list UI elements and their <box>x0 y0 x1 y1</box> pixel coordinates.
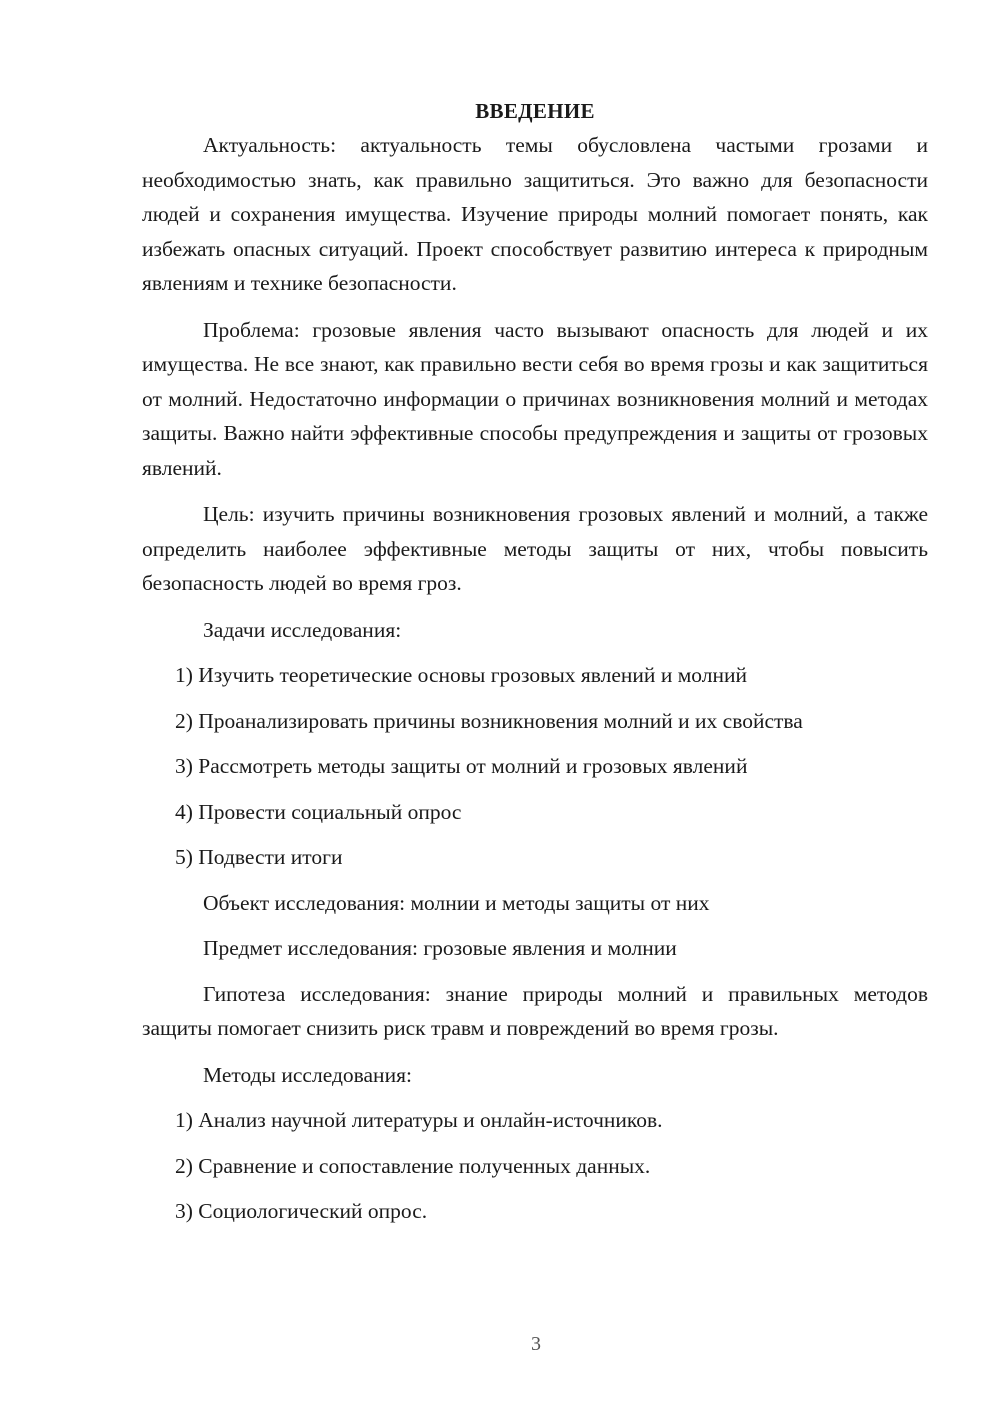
page-title: ВВЕДЕНИЕ <box>475 99 595 123</box>
task-item: 4) Провести социальный опрос <box>175 799 462 824</box>
method-item: 1) Анализ научной литературы и онлайн-источников. <box>175 1108 663 1132</box>
document-page <box>142 94 928 1240</box>
subject-line: Предмет исследования: грозовые явления и молнии <box>203 936 677 960</box>
methods-heading: Методы исследования: <box>203 1062 412 1087</box>
task-item: 5) Подвести итоги <box>175 845 343 869</box>
page-number: 3 <box>531 1333 541 1355</box>
task-item: 3) Рассмотреть методы защиты от молний и грозовых явлений <box>175 754 748 778</box>
problem-paragraph: Проблема: грозовые явления часто вызывают опасность для людей и их имущества. Не все знают, как правильно вести себя во время грозы и как защититься от молний. Недостаточно информации о причинах возникновения молний и методах защиты. Важно найти эффективные способы предупреждения и защиты от грозовых явлений. <box>142 317 928 480</box>
object-line: Объект исследования: молнии и методы защиты от них <box>203 890 710 915</box>
task-item: 1) Изучить теоретические основы грозовых явлений и молний <box>175 663 748 687</box>
task-item: 2) Проанализировать причины возникновения молний и их свойства <box>175 708 803 733</box>
goal-paragraph: Цель: изучить причины возникновения грозовых явлений и молний, а также определить наиболее эффективные методы защиты от них, чтобы повысить безопасность людей во время гроз. <box>142 502 928 595</box>
hypothesis-paragraph: Гипотеза исследования: знание природы молний и правильных методов защиты помогает снизить риск травм и повреждений во время грозы. <box>142 981 928 1040</box>
tasks-heading: Задачи исследования: <box>203 617 402 642</box>
method-item: 3) Социологический опрос. <box>175 1199 428 1223</box>
relevance-paragraph: Актуальность: актуальность темы обусловлена частыми грозами и необходимостью знать, как правильно защититься. Это важно для безопасности людей и сохранения имущества. Изучение природы молний помогает понять, как избежать опасных ситуаций. Проект способствует развитию интереса к природным явлениям и технике безопасности. <box>142 133 928 295</box>
method-item: 2) Сравнение и сопоставление полученных данных. <box>175 1153 651 1178</box>
